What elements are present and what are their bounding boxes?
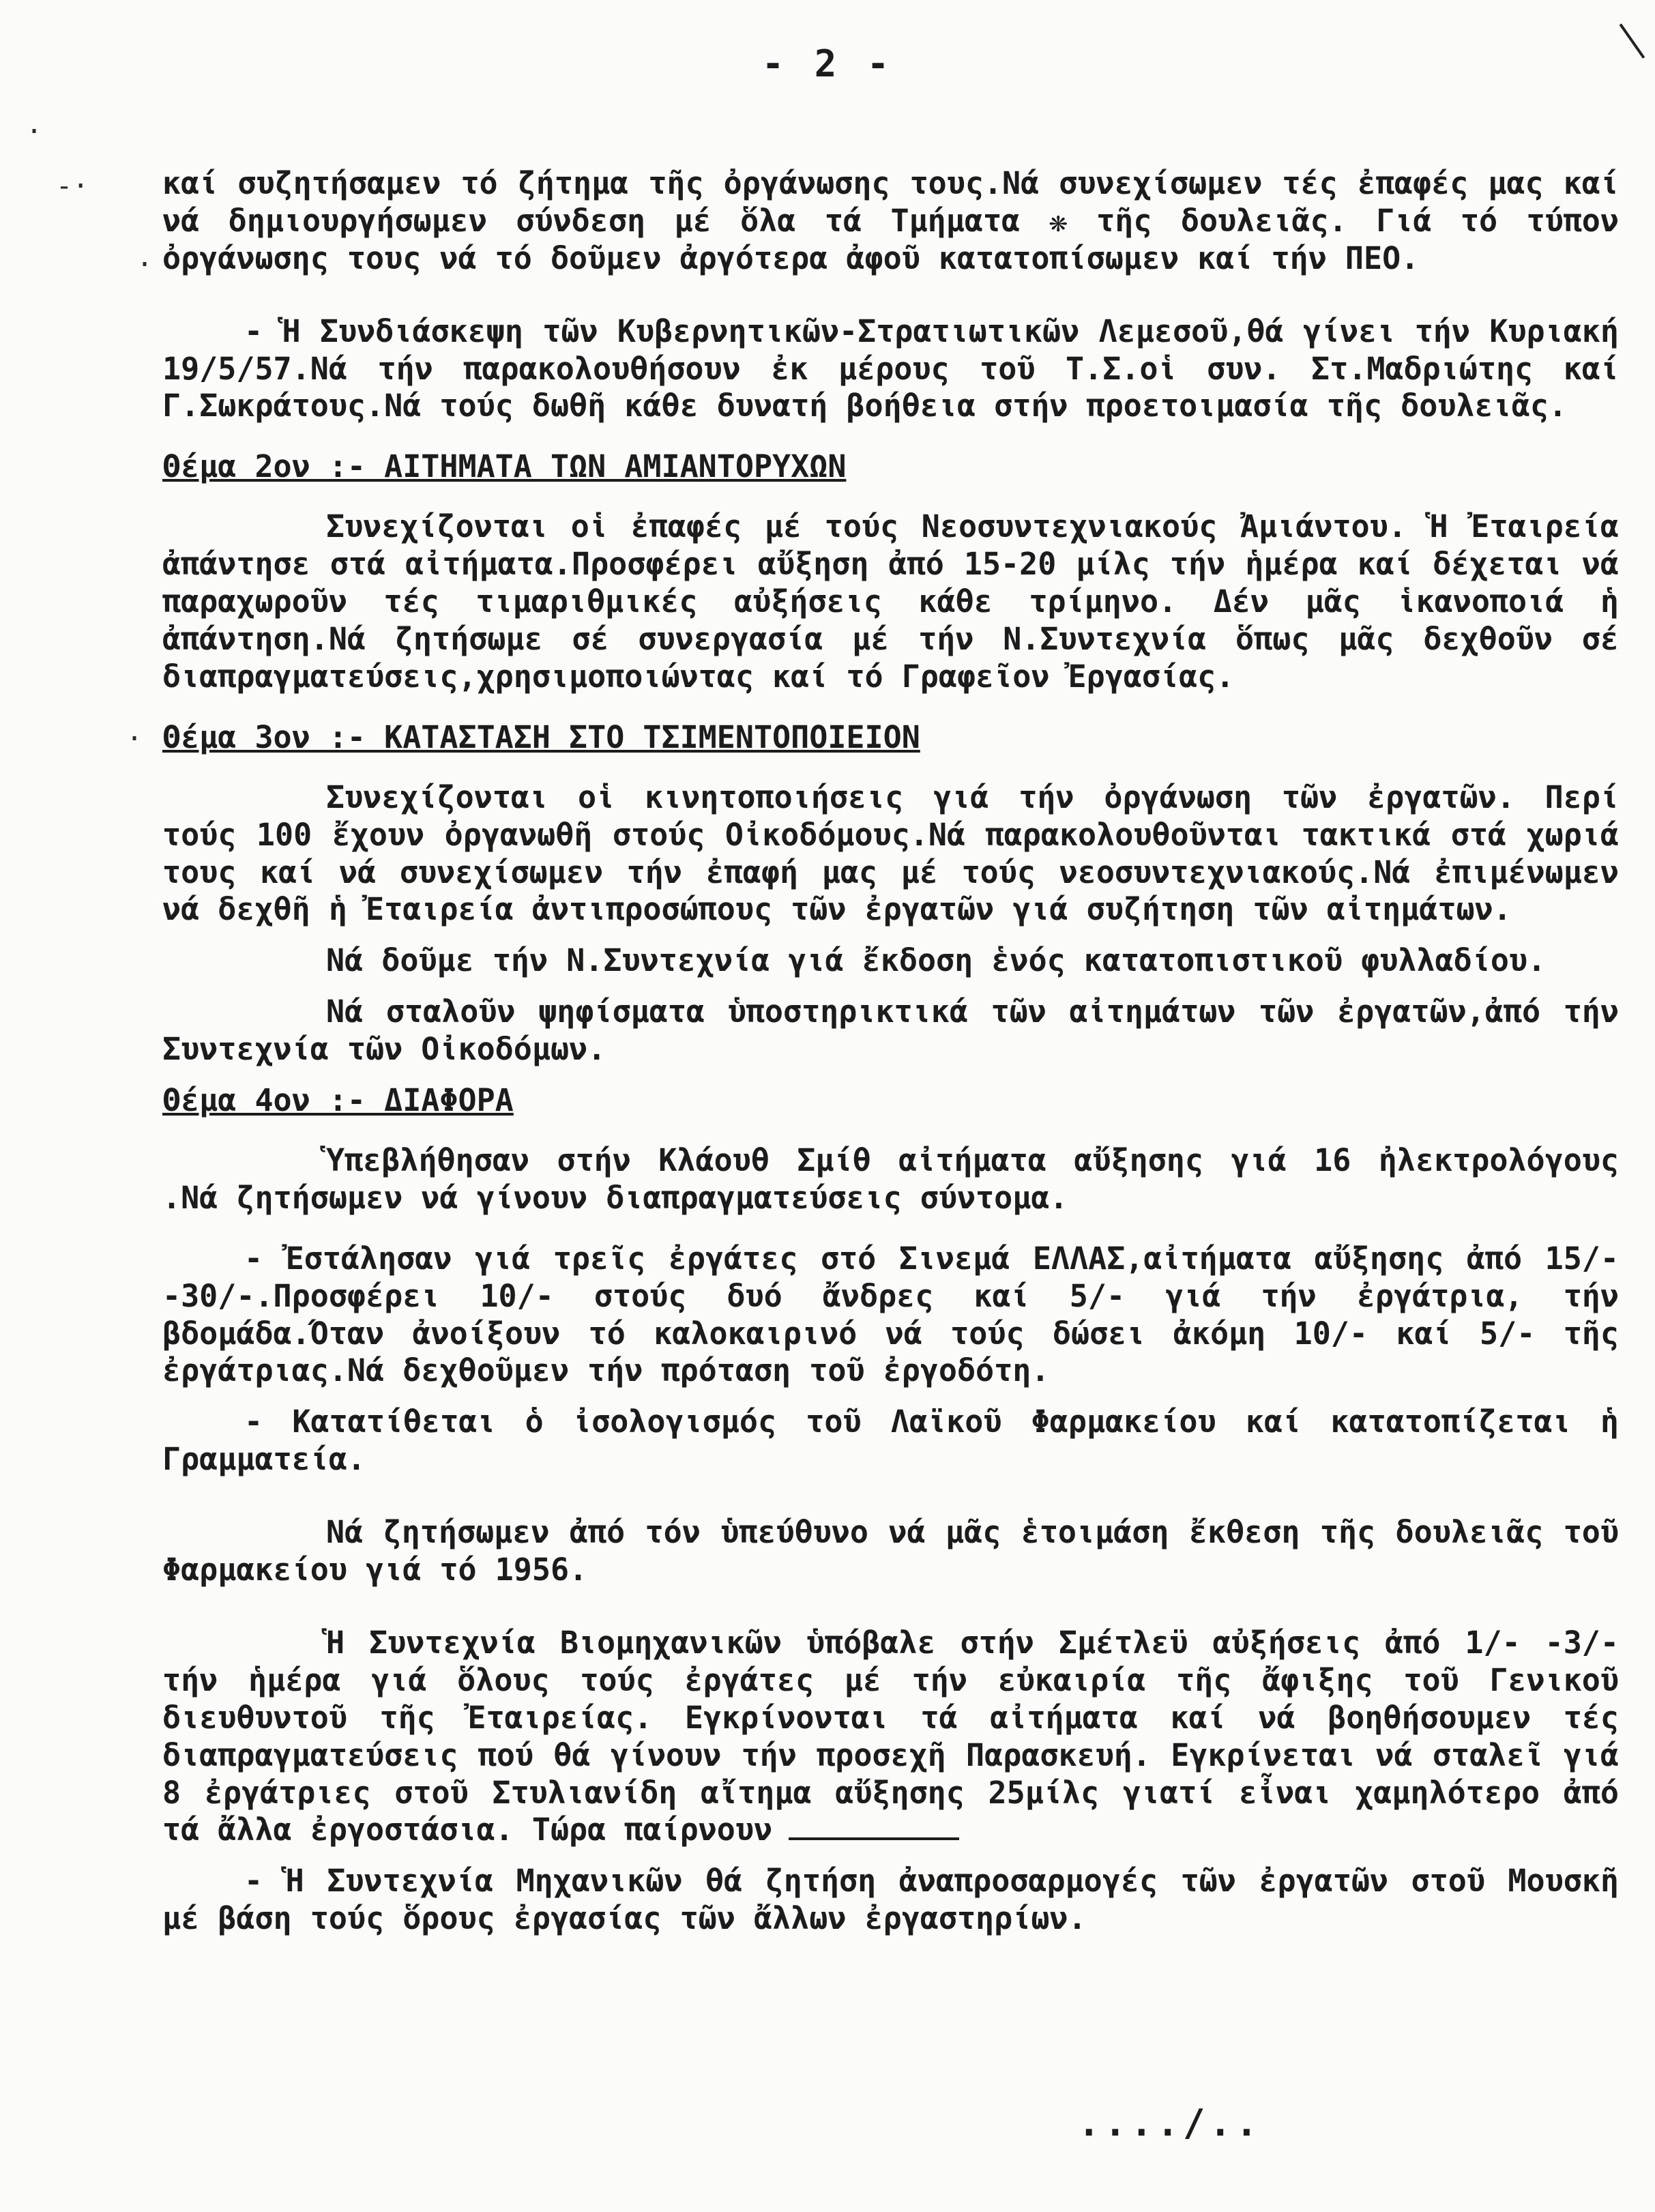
page-number: - 2 - (761, 42, 894, 85)
paragraph: Ἡ Συντεχνία Βιομηχανικῶν ὑπόβαλε στήν Σμέτλεϋ αὐξήσεις ἀπό 1/- -3/- τήν ἡμέρα γιά ὅλους τούς ἐργάτες μέ τήν εὐκαιρία τῆς ἄφιξης τοῦ Γενικοῦ διευθυντοῦ τῆς Ἐταιρείας. Εγκρίνονται τά αἰτήματα καί νά βοηθήσουμεν τές διαπραγματεύσεις πού θά γίνουν τήν προσεχῆ Παρασκευή. Εγκρίνεται νά σταλεῖ γιά 8 ἐργάτριες στοῦ Στυλιανίδη αἴτημα αὔξησης 25μίλς γιατί εἶναι χαμηλότερο ἀπό τά ἄλλα ἐργοστάσια. Τώρα παίρνουν (162, 1624, 1619, 1848)
paragraph: - Ἐστάλησαν γιά τρεῖς ἐργάτες στό Σινεμά ΕΛΛΑΣ,αἰτήματα αὔξησης ἀπό 15/- -30/-.Προσφέρει 10/- στούς δυό ἄνδρες καί 5/- γιά τήν ἐργάτρια, τήν βδομάδα.Όταν ἀνοίξουν τό καλοκαιρινό νά τούς δώσει ἀκόμη 10/- καί 5/- τῆς ἐργάτριας.Νά δεχθοῦμεν τήν πρόταση τοῦ ἐργοδότη. (162, 1240, 1619, 1389)
paragraph: Νά ζητήσωμεν ἀπό τόν ὑπεύθυνο νά μᾶς ἑτοιμάση ἔκθεση τῆς δουλειᾶς τοῦ Φαρμακείου γιά τό 1956. (162, 1514, 1619, 1588)
paragraph: - Ἡ Συνδιάσκεψη τῶν Κυβερνητικῶν-Στρατιωτικῶν Λεμεσοῦ,θά γίνει τήν Κυριακή 19/5/57.Νά τήν παρακολουθήσουν ἐκ μέρους τοῦ Τ.Σ.οἱ συν. Στ.Μαδριώτης καί Γ.Σωκράτους.Νά τούς δωθῆ κάθε δυνατή βοήθεια στήν προετοιμασία τῆς δουλειᾶς. (162, 312, 1619, 424)
document-body (162, 165, 1619, 1938)
section-heading: Θέμα 4ον :- ΔΙΑΦΟΡΑ (162, 1082, 514, 1119)
section-heading: Θέμα 2ον :- ΑΙΤΗΜΑΤΑ ΤΩΝ ΑΜΙΑΝΤΟΡΥΧΩΝ (162, 448, 847, 485)
section-heading: Θέμα 3ον :- ΚΑΤΑΣΤΑΣΗ ΣΤΟ ΤΣΙΜΕΝΤΟΠΟΙΕΙΟΝ (162, 718, 920, 755)
paragraph: Συνεχίζονται οἱ ἐπαφές μέ τούς Νεοσυντεχνιακούς Ἀμιάντου. Ἡ Ἐταιρεία ἀπάντησε στά αἰτήματα.Προσφέρει αὔξηση ἀπό 15-20 μίλς τήν ἡμέρα καί δέχεται νά παραχωροῦν τές τιμαριθμικές αὐξήσεις κάθε τρίμηνο. Δέν μᾶς ἱκανοποιά ἡ ἀπάντηση.Νά ζητήσωμε σέ συνεργασία μέ τήν Ν.Συντεχνία ὅπως μᾶς δεχθοῦν σέ διαπραγματεύσεις,χρησιμοποιώντας καί τό Γραφεῖον Ἐργασίας. (162, 508, 1619, 695)
paragraph: Συνεχίζονται οἱ κινητοποιήσεις γιά τήν ὀργάνωση τῶν ἐργατῶν. Περί τούς 100 ἔχουν ὀργανωθῆ στούς Οἰκοδόμους.Νά παρακολουθοῦνται τακτικά στά χωριά τους καί νά συνεχίσωμεν τήν ἐπαφή μας μέ τούς νεοσυντεχνιακούς.Νά ἐπιμένωμεν νά δεχθῆ ἡ Ἐταιρεία ἀντιπροσώπους τῶν ἐργατῶν γιά συζήτηση τῶν αἰτημάτων. (162, 778, 1619, 928)
margin-mark: · (136, 249, 153, 280)
paragraph: Νά δοῦμε τήν Ν.Συντεχνία γιά ἔκδοση ἑνός κατατοπιστικοῦ φυλλαδίου. (326, 942, 1547, 979)
paragraph: Ὑπεβλήθησαν στήν Κλάουθ Σμίθ αἰτήματα αὔξησης γιά 16 ἠλεκτρολόγους .Νά ζητήσωμεν νά γίνουν διαπραγματεύσεις σύντομα. (162, 1142, 1619, 1216)
continuation-mark: ..../.. (1078, 2101, 1262, 2144)
margin-mark: -· (56, 171, 89, 202)
margin-mark: · (26, 116, 43, 147)
paragraph: - Ἡ Συντεχνία Μηχανικῶν θά ζητήση ἀναπροσαρμογές τῶν ἐργατῶν στοῦ Μουσκῆ μέ βάση τούς ὅρους ἐργασίας τῶν ἄλλων ἐργαστηρίων. (162, 1863, 1619, 1937)
blank-line (789, 1837, 959, 1840)
margin-mark: · (126, 723, 143, 755)
paragraph: καί συζητήσαμεν τό ζήτημα τῆς ὀργάνωσης τους.Νά συνεχίσωμεν τές ἐπαφές μας καί νά δημιουργήσωμεν σύνδεση μέ ὅλα τά Τμήματα ❋ τῆς δουλειᾶς. Γιά τό τύπον ὀργάνωσης τους νά τό δοῦμεν ἀργότερα ἀφοῦ κατατοπίσωμεν καί τήν ΠΕΟ. (162, 165, 1619, 276)
paragraph: Νά σταλοῦν ψηφίσματα ὑποστηρικτικά τῶν αἰτημάτων τῶν ἐργατῶν,ἀπό τήν Συντεχνία τῶν Οἰκοδόμων. (162, 993, 1619, 1068)
paragraph: - Κατατίθεται ὁ ἰσολογισμός τοῦ Λαϊκοῦ Φαρμακείου καί κατατοπίζεται ἡ Γραμματεία. (162, 1403, 1619, 1478)
